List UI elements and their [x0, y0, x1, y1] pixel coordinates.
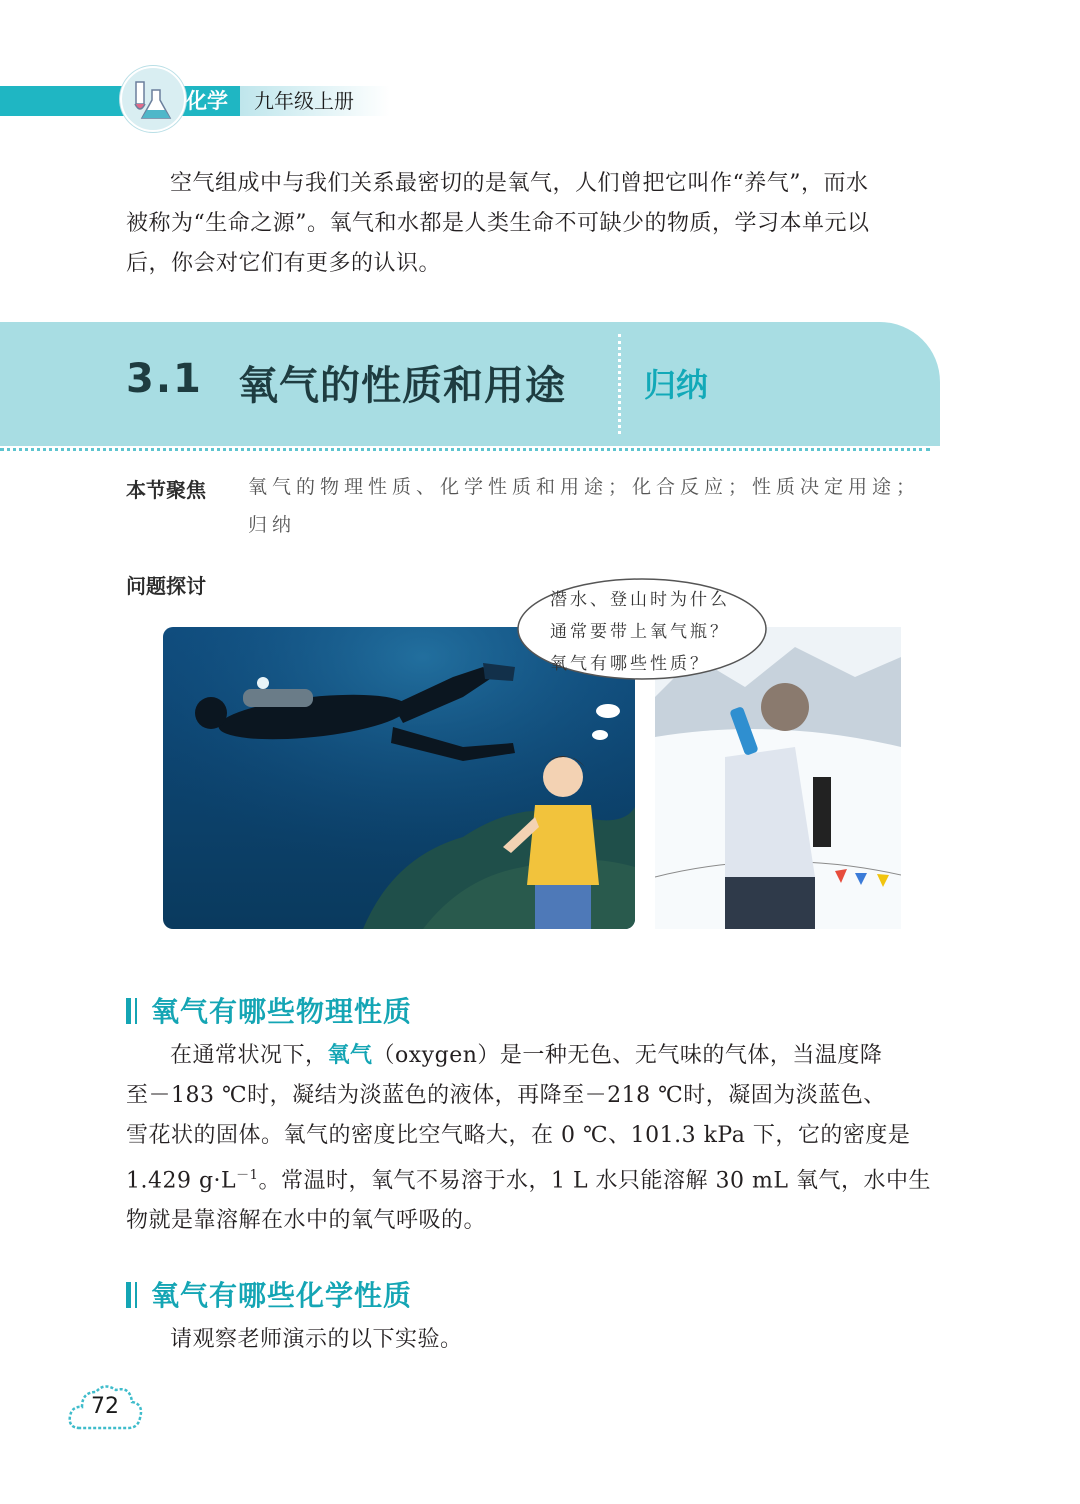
physical-heading-row [126, 990, 412, 1030]
section-tag: 归纳 [644, 366, 709, 404]
chemical-paragraph [126, 1320, 940, 1360]
section-number: 3.1 [126, 356, 203, 402]
physical-pre: 在通常状况下， [170, 1043, 328, 1068]
physical-line-4 [126, 1156, 940, 1201]
banner-dotted-line [0, 448, 930, 451]
banner-separator [618, 334, 621, 434]
focus-text: 氧气的物理性质、化学性质和用途；化合反应；性质决定用途；归纳 [248, 476, 921, 536]
bubble-text [550, 584, 750, 680]
focus-label: 本节聚焦 [126, 478, 206, 502]
density-exponent: －1 [236, 1168, 259, 1183]
chemical-heading-row [126, 1274, 412, 1314]
physical-paragraph [126, 1036, 940, 1241]
heading-marker [126, 1282, 131, 1308]
physical-line-4-rest: 。常温时，氧气不易溶于水，1 L 水只能溶解 30 mL 氧气，水中生 [258, 1168, 931, 1194]
physical-line-1 [126, 1036, 940, 1076]
discussion-label: 问题探讨 [126, 574, 206, 598]
physical-line-3: 雪花状的固体。氧气的密度比空气略大，在 0 ℃、101.3 kPa 下，它的密度是 [126, 1123, 911, 1148]
bubble-line-3: 氧气有哪些性质？ [550, 654, 710, 674]
thought-dot-large [596, 704, 620, 718]
heading-marker-thin [135, 1282, 137, 1308]
physical-heading: 氧气有哪些物理性质 [151, 995, 413, 1028]
density-value: 1.429 g·L [126, 1168, 237, 1194]
intro-line-2: 被称为“生命之源”。氧气和水都是人类生命不可缺少的物质，学习本单元以 [126, 211, 870, 236]
heading-marker-thin [135, 998, 137, 1024]
intro-line-3: 后，你会对它们有更多的认识。 [126, 251, 442, 276]
header-subject: 化学 [186, 89, 228, 113]
intro-paragraph [126, 164, 940, 284]
bubble-line-1: 潜水、登山时为什么 [550, 590, 730, 610]
flask-icon [120, 66, 186, 132]
intro-line-1: 空气组成中与我们关系最密切的是氧气，人们曾把它叫作“养气”，而水 [170, 171, 869, 196]
thought-dot-small [592, 730, 608, 740]
physical-line-2: 至－183 ℃时，凝结为淡蓝色的液体，再降至－218 ℃时，凝固为淡蓝色、 [126, 1083, 886, 1108]
physical-line-1-rest: （oxygen）是一种无色、无气味的气体，当温度降 [372, 1043, 883, 1068]
page-number: 72 [91, 1394, 119, 1419]
heading-marker [126, 998, 131, 1024]
physical-line-5: 物就是靠溶解在水中的氧气呼吸的。 [126, 1208, 487, 1234]
chemical-text: 请观察老师演示的以下实验。 [170, 1327, 463, 1352]
section-title: 氧气的性质和用途 [238, 363, 566, 409]
header-grade: 九年级上册 [254, 89, 354, 113]
chemical-heading: 氧气有哪些化学性质 [151, 1279, 413, 1312]
bubble-line-2: 通常要带上氧气瓶？ [550, 622, 730, 642]
keyword-oxygen: 氧气 [327, 1043, 373, 1068]
